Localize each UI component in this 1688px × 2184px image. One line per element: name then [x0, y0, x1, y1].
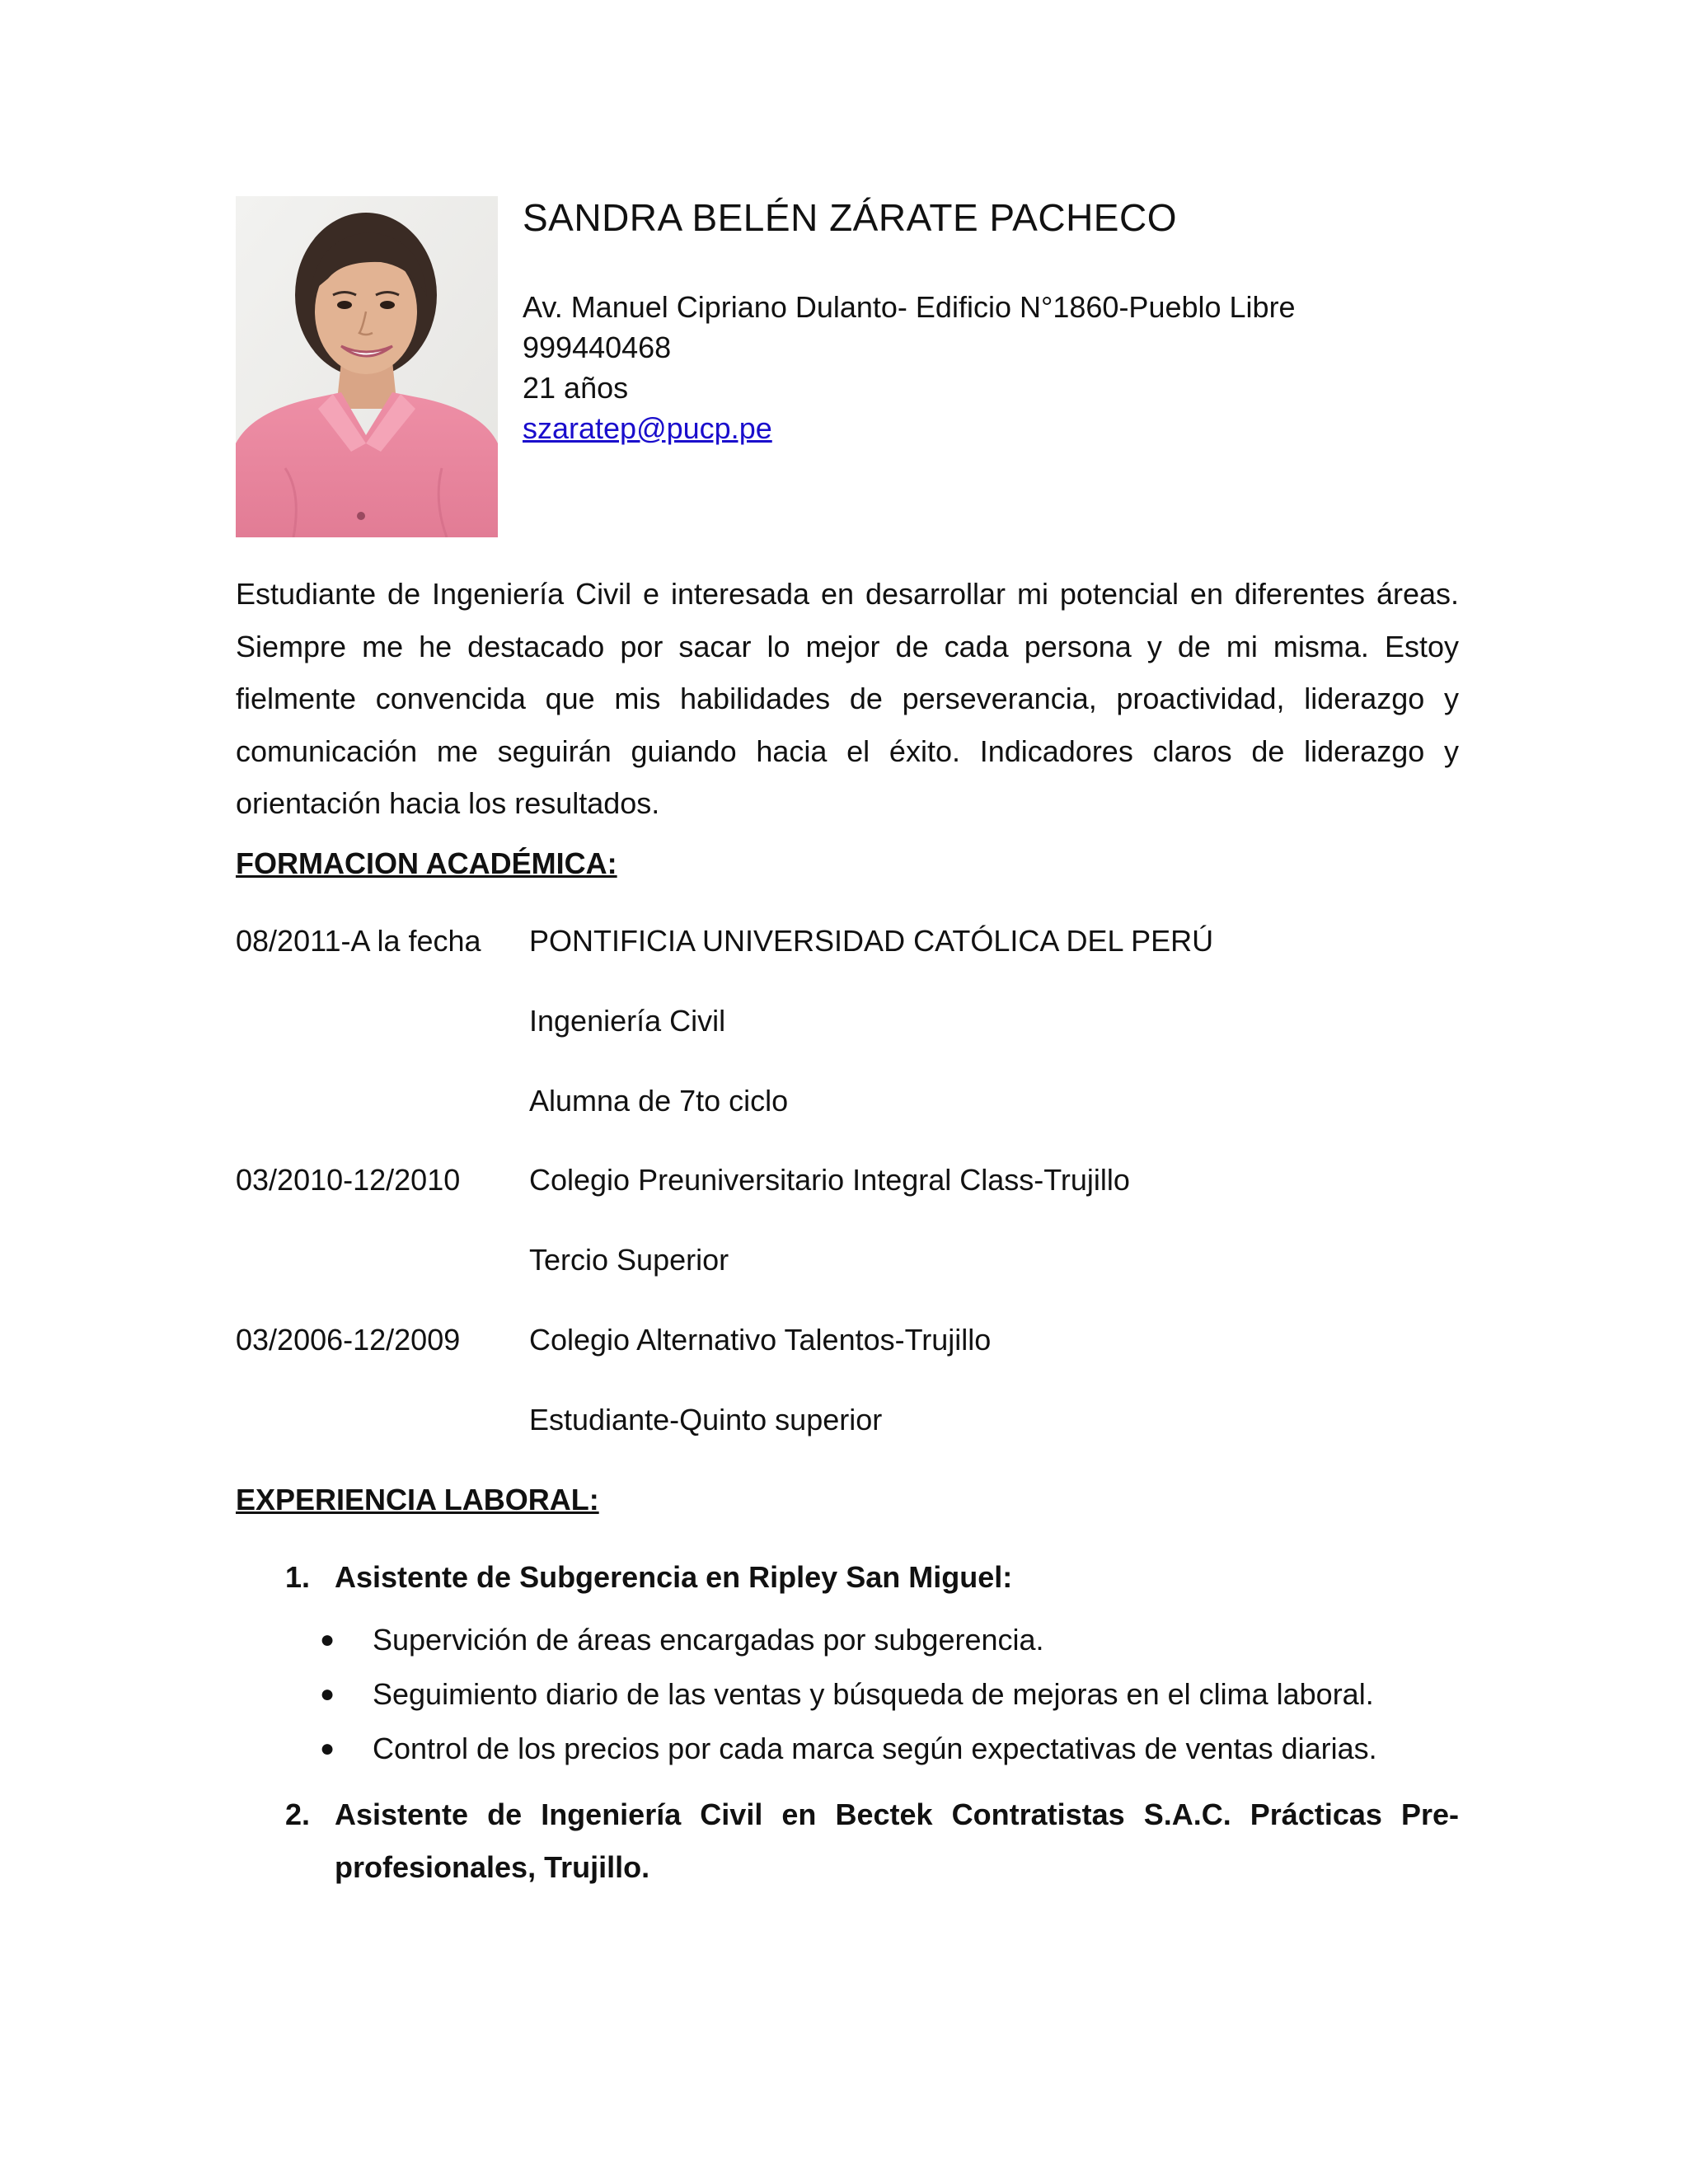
bullet-text: Control de los precios por cada marca según expectativas de ventas diarias. — [373, 1732, 1377, 1765]
job-title: Asistente de Subgerencia en Ripley San Miguel: — [335, 1560, 1013, 1594]
job-number: 1. — [285, 1560, 311, 1594]
education-section-title: FORMACION ACADÉMICA: — [236, 846, 617, 880]
contact-block — [523, 287, 1296, 448]
phone: 999440468 — [523, 330, 672, 364]
education-institution: Colegio Alternativo Talentos-Trujillo — [529, 1323, 992, 1357]
education-institution: Colegio Preuniversitario Integral Class-Trujillo — [529, 1163, 1130, 1197]
bullet-icon: ● — [320, 1626, 335, 1653]
bullet-text: Supervición de áreas encargadas por subgerencia. — [373, 1623, 1044, 1657]
age: 21 años — [523, 371, 629, 405]
education-institution: PONTIFICIA UNIVERSIDAD CATÓLICA DEL PERÚ — [529, 924, 1214, 958]
bullet-icon: ● — [320, 1680, 335, 1708]
candidate-name: SANDRA BELÉN ZÁRATE PACHECO — [523, 196, 1177, 239]
bullet-text: Seguimiento diario de las ventas y búsqueda de mejoras en el clima laboral. — [373, 1677, 1374, 1711]
email-link[interactable]: szaratep@pucp.pe — [523, 411, 772, 445]
job-title-line: profesionales, Trujillo. — [335, 1850, 650, 1884]
profile-summary: Estudiante de Ingeniería Civil e interesada en desarrollar mi potencial en diferentes áreas. Siempre me he destacado por sacar lo mejor de cada persona y de mi misma. Estoy fielmente convencida que mis habilidades de perseverancia, proactividad, liderazgo y comunicación me seguirán guiando hacia el éxito. Indicadores claros de liderazgo y orientación hacia los resultados. — [236, 577, 1459, 820]
education-date: 03/2006-12/2009 — [236, 1323, 461, 1357]
education-detail: Alumna de 7to ciclo — [529, 1084, 789, 1118]
bullet-icon: ● — [320, 1735, 335, 1762]
job-number: 2. — [285, 1797, 311, 1831]
education-date: 03/2010-12/2010 — [236, 1163, 461, 1197]
experience-section-title: EXPERIENCIA LABORAL: — [236, 1483, 599, 1516]
profile-photo — [236, 196, 498, 537]
education-detail: Tercio Superior — [529, 1243, 729, 1277]
education-date: 08/2011-A la fecha — [236, 924, 481, 958]
address: Av. Manuel Cipriano Dulanto- Edificio N°1860-Pueblo Libre — [523, 290, 1296, 324]
education-detail: Estudiante-Quinto superior — [529, 1403, 883, 1436]
education-detail: Ingeniería Civil — [529, 1004, 726, 1038]
portrait-image — [236, 196, 498, 537]
job-title-line: Asistente de Ingeniería Civil en Bectek Contratistas S.A.C. Prácticas Pre- — [335, 1797, 1459, 1831]
